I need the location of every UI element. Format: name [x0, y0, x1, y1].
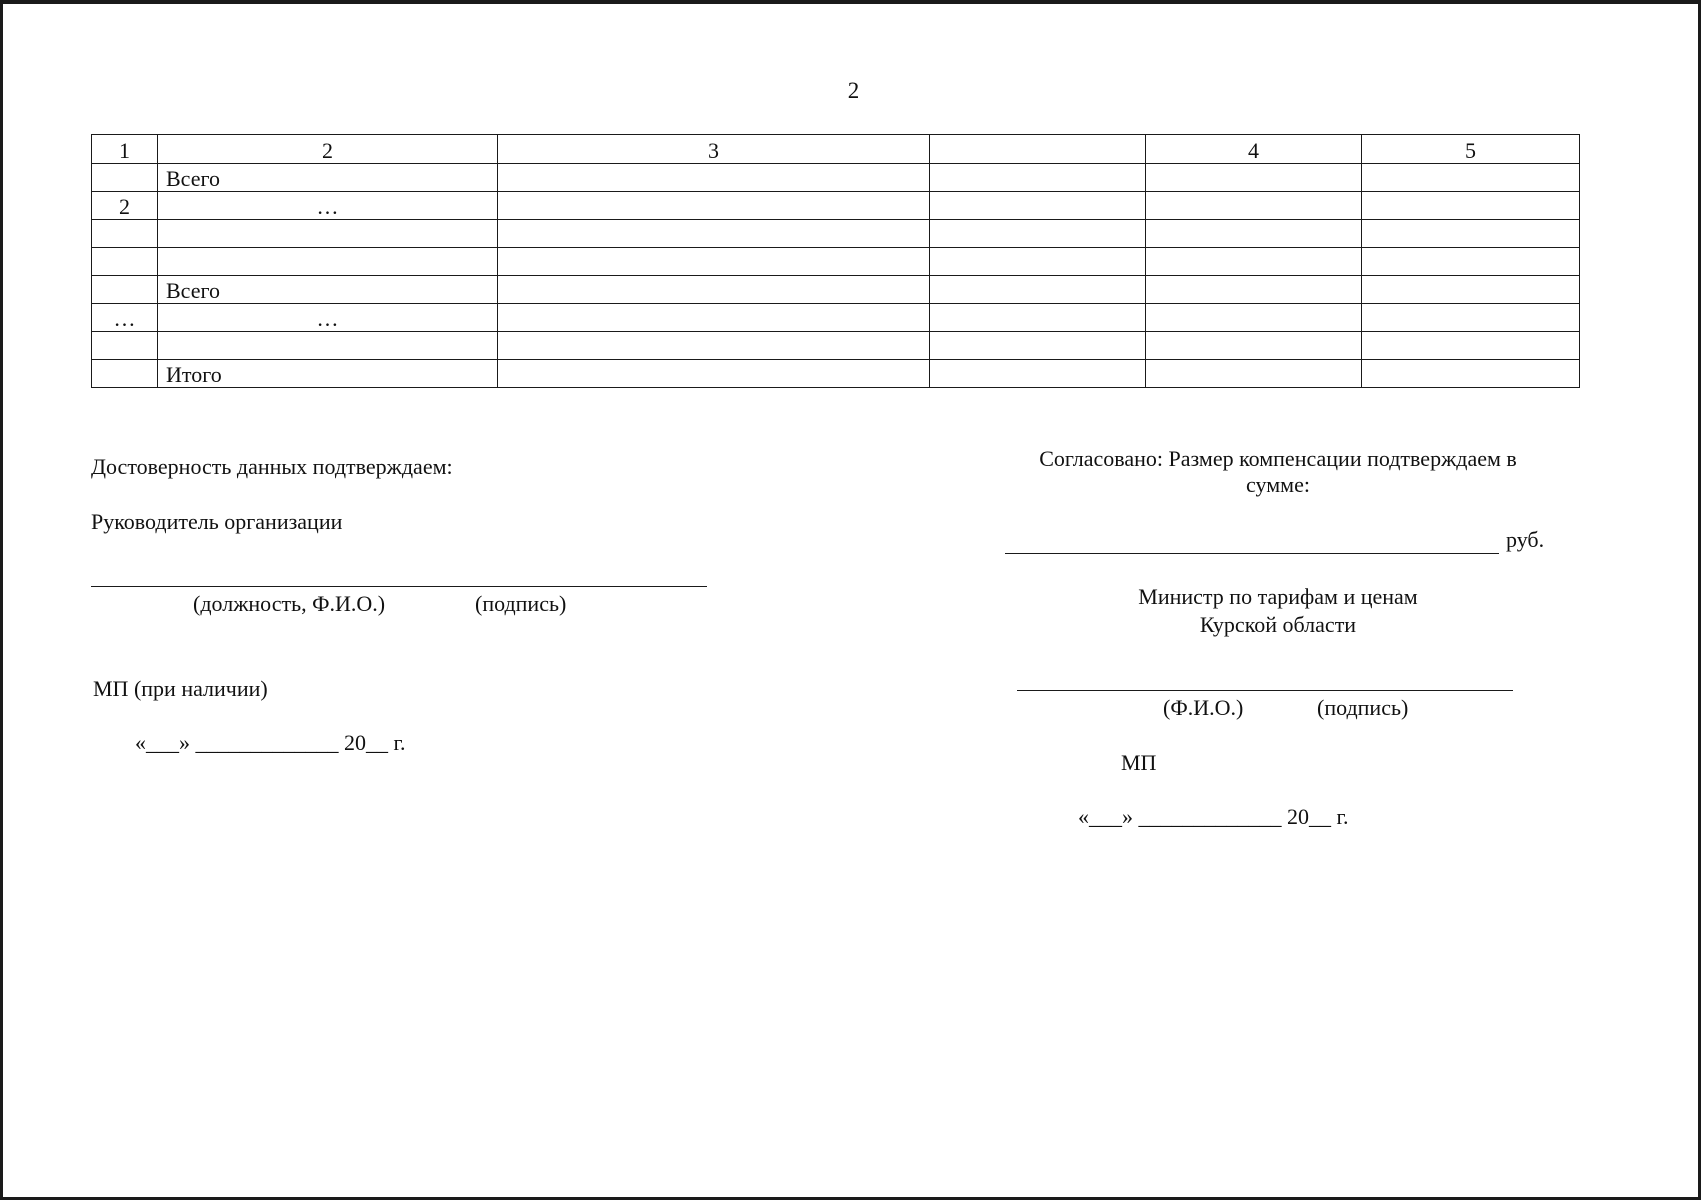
table-cell	[498, 164, 930, 192]
table-row	[92, 276, 1580, 304]
table-row	[92, 248, 1580, 276]
table-cell	[930, 192, 1146, 220]
table-cell	[1146, 192, 1362, 220]
minister-date-line: «___» _____________ 20__ г.	[1078, 804, 1349, 829]
table-header-row	[92, 135, 1580, 164]
table-cell	[1362, 360, 1580, 388]
table-cell	[930, 304, 1146, 332]
table-cell	[498, 276, 930, 304]
table-cell	[498, 360, 930, 388]
minister-title-line2: Курской области	[1199, 612, 1357, 637]
table-header-cell: 1	[92, 135, 158, 164]
table-cell	[1362, 220, 1580, 248]
table-cell	[1362, 276, 1580, 304]
table-cell	[1146, 220, 1362, 248]
minister-title-line1: Министр по тарифам и ценам	[1138, 584, 1418, 609]
table-cell	[930, 248, 1146, 276]
caption-signature: (подпись)	[475, 591, 567, 616]
table-cell	[498, 192, 930, 220]
table-cell	[1146, 332, 1362, 360]
table-row	[92, 360, 1580, 388]
table-header-cell: 5	[1362, 135, 1580, 164]
agreed-text-line1: Согласовано: Размер компенсации подтверждаем в	[1039, 446, 1517, 471]
table-cell	[1362, 304, 1580, 332]
table-header-cell: 3	[498, 135, 930, 164]
table-cell: …	[158, 192, 498, 220]
table-header-cell: 2	[158, 135, 498, 164]
data-table	[91, 134, 1580, 388]
amount-line	[1005, 553, 1499, 554]
table-cell	[930, 276, 1146, 304]
table-cell	[498, 332, 930, 360]
confirm-text: Достоверность данных подтверждаем:	[91, 454, 453, 479]
page-number: 2	[847, 78, 860, 103]
table-cell	[930, 220, 1146, 248]
table-cell	[158, 332, 498, 360]
table-cell	[1146, 164, 1362, 192]
table-cell	[92, 360, 158, 388]
table-cell	[498, 220, 930, 248]
table-cell	[92, 164, 158, 192]
table-cell: Всего	[158, 164, 498, 192]
table-row	[92, 164, 1580, 192]
table-cell	[1362, 164, 1580, 192]
table-cell: 2	[92, 192, 158, 220]
table-cell	[92, 332, 158, 360]
table-cell	[1146, 276, 1362, 304]
currency-label: руб.	[1506, 527, 1545, 552]
table-row	[92, 304, 1580, 332]
table-cell	[92, 248, 158, 276]
table-cell	[158, 220, 498, 248]
table-row	[92, 192, 1580, 220]
date-line: «___» _____________ 20__ г.	[135, 730, 406, 755]
table-cell	[498, 248, 930, 276]
table-cell	[1146, 248, 1362, 276]
table-cell	[930, 164, 1146, 192]
signature-line	[91, 586, 707, 587]
table-cell	[1146, 304, 1362, 332]
table-header-cell	[930, 135, 1146, 164]
table-cell	[1362, 248, 1580, 276]
minister-stamp-label: МП	[1121, 750, 1157, 775]
table-row	[92, 332, 1580, 360]
table-cell	[158, 248, 498, 276]
table-cell	[930, 332, 1146, 360]
table-cell	[1362, 192, 1580, 220]
caption-position: (должность, Ф.И.О.)	[193, 591, 386, 616]
stamp-label: МП (при наличии)	[93, 676, 268, 701]
table-row	[92, 220, 1580, 248]
caption-minister-signature: (подпись)	[1317, 695, 1409, 720]
table-cell: …	[92, 304, 158, 332]
caption-name: (Ф.И.О.)	[1163, 695, 1244, 720]
table-cell	[92, 220, 158, 248]
table-cell: Всего	[158, 276, 498, 304]
head-title: Руководитель организации	[91, 509, 343, 534]
table-cell	[1362, 332, 1580, 360]
table-cell	[92, 276, 158, 304]
agreed-text-line2: сумме:	[1246, 472, 1310, 497]
minister-signature-line	[1017, 690, 1513, 691]
table-header-cell: 4	[1146, 135, 1362, 164]
table-cell: …	[158, 304, 498, 332]
table-cell	[1146, 360, 1362, 388]
table-cell	[930, 360, 1146, 388]
table-cell	[498, 304, 930, 332]
table-cell: Итого	[158, 360, 498, 388]
